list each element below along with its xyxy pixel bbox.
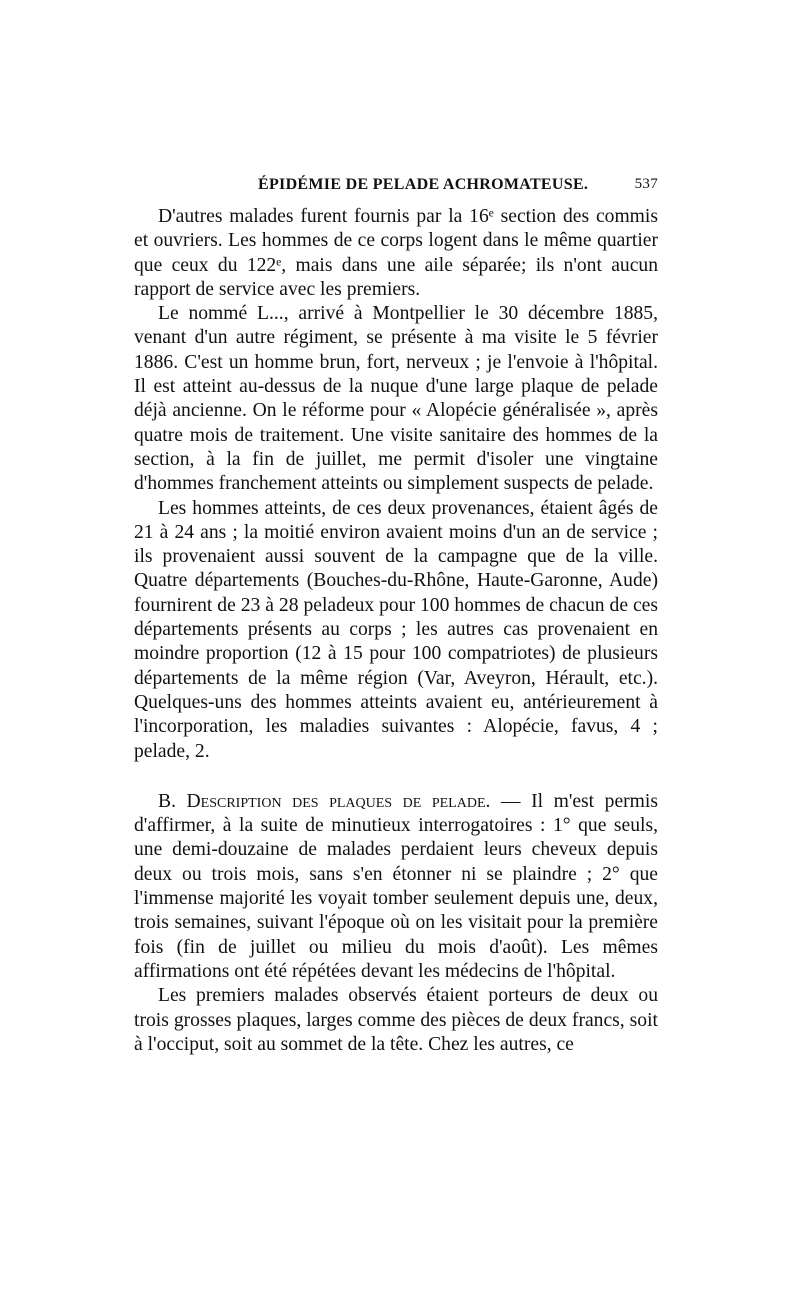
paragraph: D'autres malades furent fournis par la 16ᵉ section des commis et ouvriers. Les hommes de ce corps logent dans le même quartier que ceux du 122ᵉ, mais dans une aile séparée; ils n'ont aucun rapport de service avec les premiers. xyxy=(134,206,658,300)
page-body xyxy=(134,205,658,1057)
page-number: 537 xyxy=(634,176,658,192)
section-heading: B. Description des plaques de pelade. — xyxy=(158,790,521,812)
section-text: Il m'est permis d'affirmer, à la suite de minutieux interrogatoires : 1° que seuls, une demi-douzaine de malades perdaient leurs cheveux depuis deux ou trois mois, sans s'en étonner ni se plaindre ; 2° que l'immense majorité les voyait tomber seulement depuis une, deux, trois semaines, suivant l'époque où on les visitait pour la première fois (fin de juillet ou milieu du mois d'août). Les mêmes affirmations ont été répétées devant les médecins de l'hôpital. xyxy=(134,790,658,982)
running-header xyxy=(134,176,658,198)
section-paragraph xyxy=(134,790,658,984)
paragraph: Les premiers malades observés étaient porteurs de deux ou trois grosses plaques, larges comme des pièces de deux francs, soit à l'occiput, soit au sommet de la tête. Chez les autres, ce xyxy=(134,985,658,1055)
running-title: ÉPIDÉMIE DE PELADE ACHROMATEUSE. xyxy=(258,176,589,193)
paragraph: Le nommé L..., arrivé à Montpellier le 30 décembre 1885, venant d'un autre régiment, se présente à ma visite le 5 février 1886. C'est un homme brun, fort, nerveux ; je l'envoie à l'hôpital. Il est atteint au-dessus de la nuque d'une large plaque de pelade déjà ancienne. On le réforme pour « Alopécie généralisée », après quatre mois de traitement. Une visite sanitaire des hommes de la section, à la fin de juillet, me permit d'isoler une vingtaine d'hommes franchement atteints ou simplement suspects de pelade. xyxy=(134,303,658,495)
paragraph: Les hommes atteints, de ces deux provenances, étaient âgés de 21 à 24 ans ; la moitié environ avaient moins d'un an de service ; ils provenaient aussi souvent de la campagne que de la ville. Quatre départements (Bouches-du-Rhône, Haute-Garonne, Aude) fournirent de 23 à 28 peladeux pour 100 hommes de chacun de ces départements présents au corps ; les autres cas provenaient en moindre proportion (12 à 15 pour 100 compatriotes) de plusieurs départements de la même région (Var, Aveyron, Hérault, etc.). Quelques-uns des hommes atteints avaient eu, antérieurement à l'incorporation, les maladies suivantes : Alopécie, favus, 4 ; pelade, 2. xyxy=(134,497,658,762)
